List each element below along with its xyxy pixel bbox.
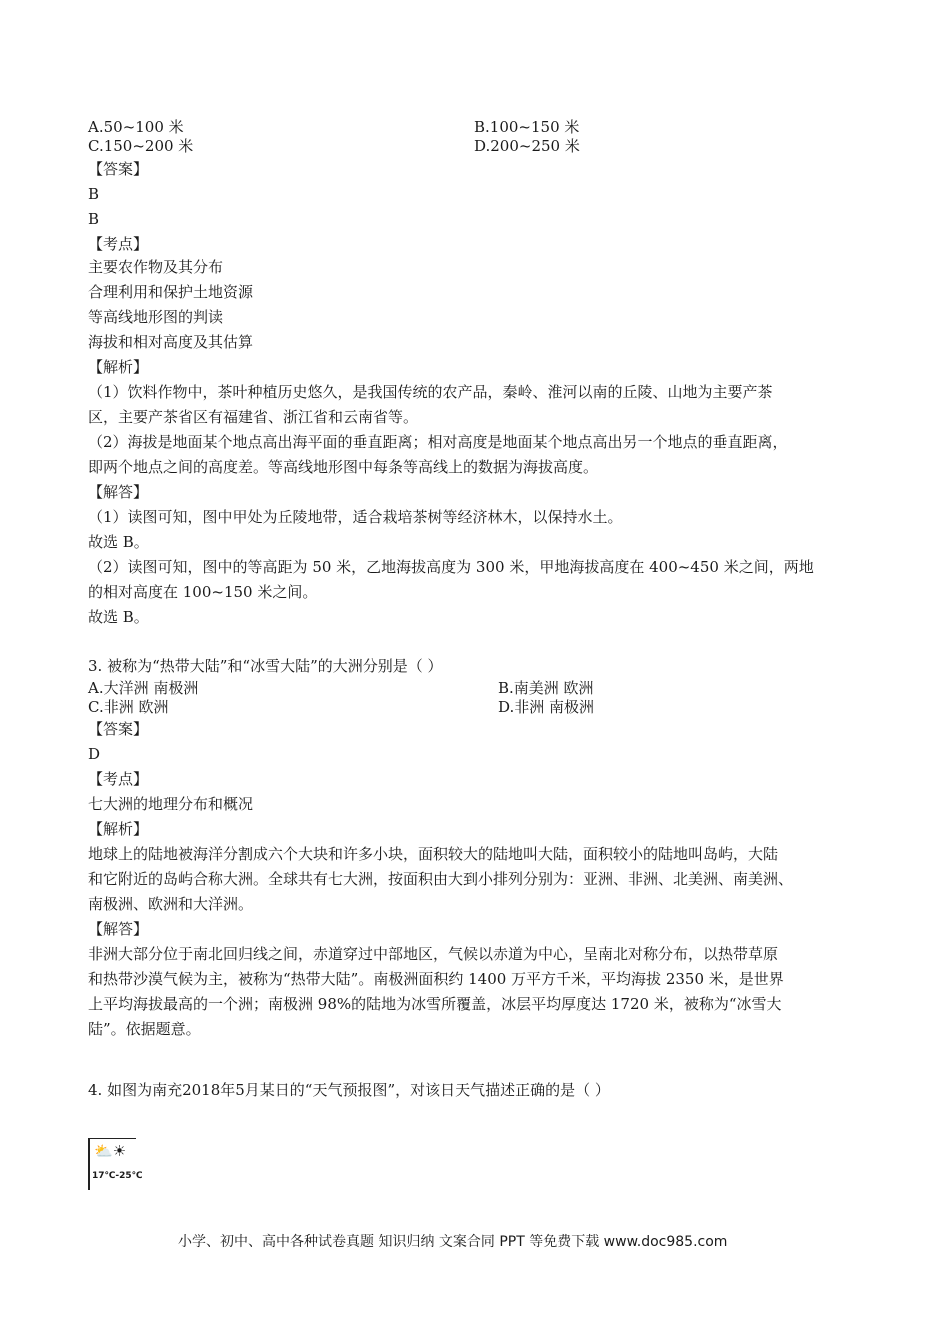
- q4-question: 4. 如图为南充2018年5月某日的“天气预报图”，对该日天气描述正确的是（ ）: [88, 1081, 610, 1099]
- q2-option-b: B.100~150 米: [474, 118, 580, 136]
- q3-answer: D: [88, 745, 101, 763]
- q3-jiexi-1: 地球上的陆地被海洋分割成六个大块和许多小块，面积较大的陆地叫大陆，面积较小的陆地叫岛屿，大陆: [88, 845, 779, 863]
- q2-jieda-2: 故选 B。: [88, 533, 149, 551]
- q2-jieda-3: （2）读图可知，图中的等高距为 50 米，乙地海拔高度为 300 米，甲地海拔高度在 400~450 米之间，两地: [88, 558, 814, 576]
- q2-jieda-1: （1）读图可知，图中甲处为丘陵地带，适合栽培茶树等经济林木，以保持水土。: [88, 508, 623, 526]
- q2-answer-1: B: [88, 185, 100, 203]
- q3-option-d: D.非洲 南极洲: [498, 698, 595, 716]
- q3-option-c: C.非洲 欧洲: [88, 698, 169, 716]
- q3-jieda-1: 非洲大部分位于南北回归线之间，赤道穿过中部地区，气候以赤道为中心，呈南北对称分布，以热带草原: [88, 945, 779, 963]
- q2-kaodian-2: 合理利用和保护土地资源: [88, 283, 254, 301]
- q2-jieda-4: 的相对高度在 100~150 米之间。: [88, 583, 318, 601]
- q2-option-a: A.50~100 米: [88, 118, 184, 136]
- q2-jiexi-heading: 【解析】: [88, 358, 149, 376]
- q2-kaodian-3: 等高线地形图的判读: [88, 308, 224, 326]
- partly-cloudy-sunny-icon: ⛅☀: [94, 1142, 127, 1160]
- q3-jieda-4: 陆”。依据题意。: [88, 1020, 201, 1038]
- q3-kaodian-heading: 【考点】: [88, 770, 149, 788]
- q2-jieda-5: 故选 B。: [88, 608, 149, 626]
- q3-option-b: B.南美洲 欧洲: [498, 679, 594, 697]
- q3-jiexi-2: 和它附近的岛屿合称大洲。全球共有七大洲，按面积由大到小排列分别为：亚洲、非洲、北美洲、南美洲、: [88, 870, 794, 888]
- q3-question: 3. 被称为“热带大陆”和“冰雪大陆”的大洲分别是（ ）: [88, 657, 443, 675]
- q2-option-c: C.150~200 米: [88, 137, 194, 155]
- weather-forecast-figure: [88, 1138, 143, 1190]
- q3-answer-heading: 【答案】: [88, 720, 149, 738]
- q2-option-d: D.200~250 米: [474, 137, 580, 155]
- q2-jiexi-2: 区，主要产茶省区有福建省、浙江省和云南省等。: [88, 408, 419, 426]
- q3-jieda-2: 和热带沙漠气候为主，被称为“热带大陆”。南极洲面积约 1400 万平方千米，平均海拔 2350 米，是世界: [88, 970, 784, 988]
- q3-jiexi-heading: 【解析】: [88, 820, 149, 838]
- q3-kaodian: 七大洲的地理分布和概况: [88, 795, 254, 813]
- q2-jiexi-4: 即两个地点之间的高度差。等高线地形图中每条等高线上的数据为海拔高度。: [88, 458, 599, 476]
- q2-jiexi-1: （1）饮料作物中，茶叶种植历史悠久，是我国传统的农产品，秦岭、淮河以南的丘陵、山地为主要产茶: [88, 383, 773, 401]
- q2-jiexi-3: （2）海拔是地面某个地点高出海平面的垂直距离；相对高度是地面某个地点高出另一个地点的垂直距离，: [88, 433, 788, 451]
- q2-kaodian-4: 海拔和相对高度及其估算: [88, 333, 254, 351]
- q2-kaodian-1: 主要农作物及其分布: [88, 258, 224, 276]
- q2-jieda-heading: 【解答】: [88, 483, 149, 501]
- q3-jieda-heading: 【解答】: [88, 920, 149, 938]
- q2-answer-heading: 【答案】: [88, 160, 149, 178]
- q2-answer-2: B: [88, 210, 100, 228]
- temperature-range: 17℃-25℃: [92, 1171, 143, 1181]
- q3-option-a: A.大洋洲 南极洲: [88, 679, 199, 697]
- q3-jiexi-3: 南极洲、欧洲和大洋洲。: [88, 895, 254, 913]
- q3-jieda-3: 上平均海拔最高的一个洲；南极洲 98%的陆地为冰雪所覆盖，冰层平均厚度达 1720 米，被称为“冰雪大: [88, 995, 782, 1013]
- q2-kaodian-heading: 【考点】: [88, 235, 149, 253]
- footer-ad-text: 小学、初中、高中各种试卷真题 知识归纳 文案合同 PPT 等免费下载 www.doc985.com: [178, 1234, 728, 1250]
